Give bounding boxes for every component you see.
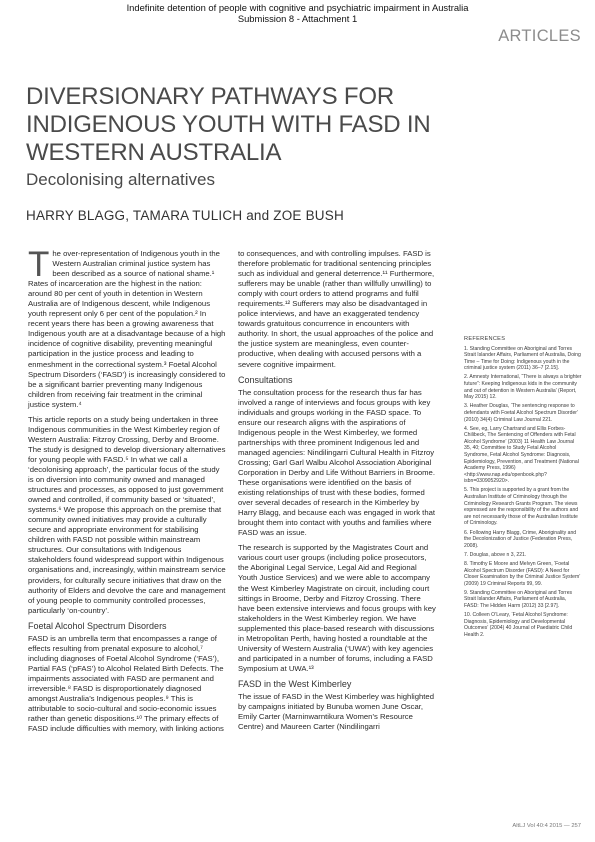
paragraph: The research is supported by the Magistrates Court and various court user groups (including police prosecutors, the Aboriginal Legal Service, Legal Aid and Regional Youth Justice Services) and we were able to accompany the West Kimberley Magistrate on circuit, including court sittings in Broome, Derby and Fitzroy Crossing. There have been extensive interviews and focus groups with key stakeholders in the West Kimberley region. We have supplemented this place-based research with discussions in Metropolitan Perth, having hosted a roundtable at the University of Western Australia (‘UWA’) with key agencies and participated in a number of forums, including a FASD Symposium at UWA.¹³ xyxy=(238,543,436,673)
article-title: DIVERSIONARY PATHWAYS FOR INDIGENOUS YOUTH WITH FASD IN WESTERN AUSTRALIA xyxy=(26,83,431,166)
section-heading: Consultations xyxy=(238,374,293,385)
reference-item: 3. Heather Douglas, ‘The sentencing response to defendants with Foetal Alcohol Spectrum Disorder’ (2010) 34(4) Criminal Law Journal 221. xyxy=(464,403,579,423)
reference-item: 10. Colleen O’Leary, ‘Fetal Alcohol Syndrome: Diagnosis, Epidemiology and Developmental Outcomes’ (2004) 40 Journal of Paediatric Child Health 2. xyxy=(464,612,573,638)
paragraph xyxy=(28,245,226,410)
paragraph: FASD is an umbrella term that encompasses a range of effects resulting from prenatal exposure to alcohol,⁷ including diagnoses of Foetal Alcohol Syndrome (‘FAS’), Partial FAS (‘pFAS’) to Alcohol Related Birth Defects. The impairments associated with FASD are permanent and irreversible.⁸ FASD is disproportionately diagnosed amongst Australia’s Indigenous peoples.⁹ This is attributable to socio-cultural and socio-economic issues rather than genetic dispositions.¹⁰ The primary effects of FASD include difficulties with memory, with linking actions xyxy=(28,633,224,734)
reference-item: 5. This project is supported by a grant from the Australian Institute of Criminology through the Criminology Research Grants Program. The views expressed are the responsibility of the authors and are not necessarily those of the Australian Institute of Criminology. xyxy=(464,487,579,527)
references-sidebar xyxy=(464,336,582,641)
submission-header-line1: Indefinite detention of people with cognitive and psychiatric impairment in Australia xyxy=(126,2,469,13)
submission-header xyxy=(0,2,595,24)
reference-item: 8. Timothy E Moore and Melvyn Green, ‘Foetal Alcohol Spectrum Disorder (FASD): A Need for Closer Examination by the Criminal Justice System’ (2009) 19 Criminal Reports 99, 99. xyxy=(464,560,581,587)
section-heading: FASD in the West Kimberley xyxy=(238,678,352,689)
drop-cap: T xyxy=(28,245,50,284)
reference-item: 2. Amnesty International, “There is always a brighter future”: Keeping Indigenous kids in the community and out of detention in Western Australia’ (Report, May 2015) 12. xyxy=(464,374,582,401)
body-column-1 xyxy=(28,245,226,739)
article-subtitle: Decolonising alternatives xyxy=(26,170,215,189)
submission-header-line2: Submission 8 - Attachment 1 xyxy=(237,13,358,24)
paragraph-text: he over-representation of Indigenous youth in the Western Australian criminal justice system has been described as a source of national shame.¹ Rates of incarceration are the highest in the nation: around 80 per cent of youth in detention in Western Australia are of Indigenous descent, while Indigenous youth represent only 6 per cent of the population.² In recent years there has been a growing awareness that Indigenous youth are at a disadvantage because of a high incidence of cognitive disability, preventing meaningful participation in the justice process and leading to enmeshment in the correctional system.³ Foetal Alcohol Spectrum Disorders (‘FASD’) is increasingly considered to be a significant barrier preventing many Indigenous children from receiving fair treatment in the criminal justice system.⁴ xyxy=(28,249,226,409)
reference-item: 9. Standing Committee on Aboriginal and Torres Strait Islander Affairs, Parliament of Australia, FASD: The Hidden Harm (2012) 33 [2.97]. xyxy=(464,589,573,609)
reference-item: 6. Following Harry Blagg, Crime, Aboriginality and the Decolonization of Justice (Federation Press, 2008). xyxy=(464,529,577,549)
paragraph: to consequences, and with controlling impulses. FASD is therefore problematic for traditional sentencing principles such as individual and general deterrence.¹¹ Furthermore, sufferers may be unable (rather than willfully unwilling) to comply with court orders to attend programs and fulfil requirements.¹² Sufferers may also be disadvantaged in police interviews, and have an exaggerated tendency towards gratuitous concurrence in encounters with authority. In short, the usual approaches of the police and the justice system are meaningless, even counter-productive, when dealing with accused persons with a severe cognitive impairment. xyxy=(238,249,435,369)
page-footer: AltLJ Vol 40:4 2015 — 257 xyxy=(512,823,581,829)
article-authors: HARRY BLAGG, TAMARA TULICH and ZOE BUSH xyxy=(26,208,344,223)
paragraph: The issue of FASD in the West Kimberley was highlighted by campaigns initiated by Bunuba women June Oscar, Emily Carter (Marninwarntikura Women’s Resource Centre) and Maureen Carter (Nindilingarri xyxy=(238,691,434,732)
references-heading: REFERENCES xyxy=(464,336,506,342)
body-column-2 xyxy=(238,249,436,737)
reference-item: 1. Standing Committee on Aboriginal and Torres Strait Islander Affairs, Parliament of Australia, Doing Time – Time for Doing: Indigenous youth in the criminal justice system (2011) 36–7 [2.15]. xyxy=(464,345,581,372)
paragraph: The consultation process for the research thus far has involved a range of interviews and focus groups with key individuals and groups working in the FASD space. To ensure our research aligns with the aspirations of Indigenous people in the West Kimberley, we formed partnerships with three prominent Indigenous led and managed agencies: Nindilingarri Cultural Health in Fitzroy Crossing; Garl Garl Walbu Alcohol Association Aboriginal Corporation in Derby and Life Without Barriers in Broome. These organisations were identified on the basis of existing relationships of trust with these bodies, formed over several decades of research in the Kimberley by Harry Blagg, and because each was engaged in work that brought them into contact with youths and families where FASD was an issue. xyxy=(238,387,436,538)
section-heading: Foetal Alcohol Spectrum Disorders xyxy=(28,620,167,631)
reference-item: 7. Douglas, above n 3, 221. xyxy=(464,551,527,558)
paragraph: This article reports on a study being undertaken in three Indigenous communities in the West Kimberley region of Western Australia: Fitzroy Crossing, Derby and Broome. The study is designed to develop diversionary alternatives for young people with FASD.⁵ In what we call a ‘decolonising approach’, the particular focus of the study is on diversion into community owned and managed structures and processes, as opposed to just government owned and controlled, if community based or ‘situated’, systems.⁶ We propose this approach on the premise that community owned initiatives may provide a culturally secure and appropriate environment for stabilising children with FASD not possible within mainstream structures. Our consultations with Indigenous stakeholders found widespread support within Indigenous organisations and, increasingly, within mainstream service providers, for culturally secure initiatives that draw on the authority of Elders and devolve the care and management of young people to community controlled processes, particularly ‘on-country’. xyxy=(28,414,226,615)
section-label: ARTICLES xyxy=(498,27,581,45)
reference-item: 4. See, eg, Larry Chartrand and Ellis Forbes-Chilibeck, The Sentencing of Offenders with Fetal Alcohol Syndrome’ (2003) 11 Health Law Journal 35, 40; Committee to Study Fetal Alcohol Syndrome, Fetal Alcohol Syndrome: Diagnosis, Epidemiology, Prevention, and Treatment (National Academy Press, 1996) <http://www.nap.edu/openbook.php?isbn=0309052920>. xyxy=(464,425,579,485)
